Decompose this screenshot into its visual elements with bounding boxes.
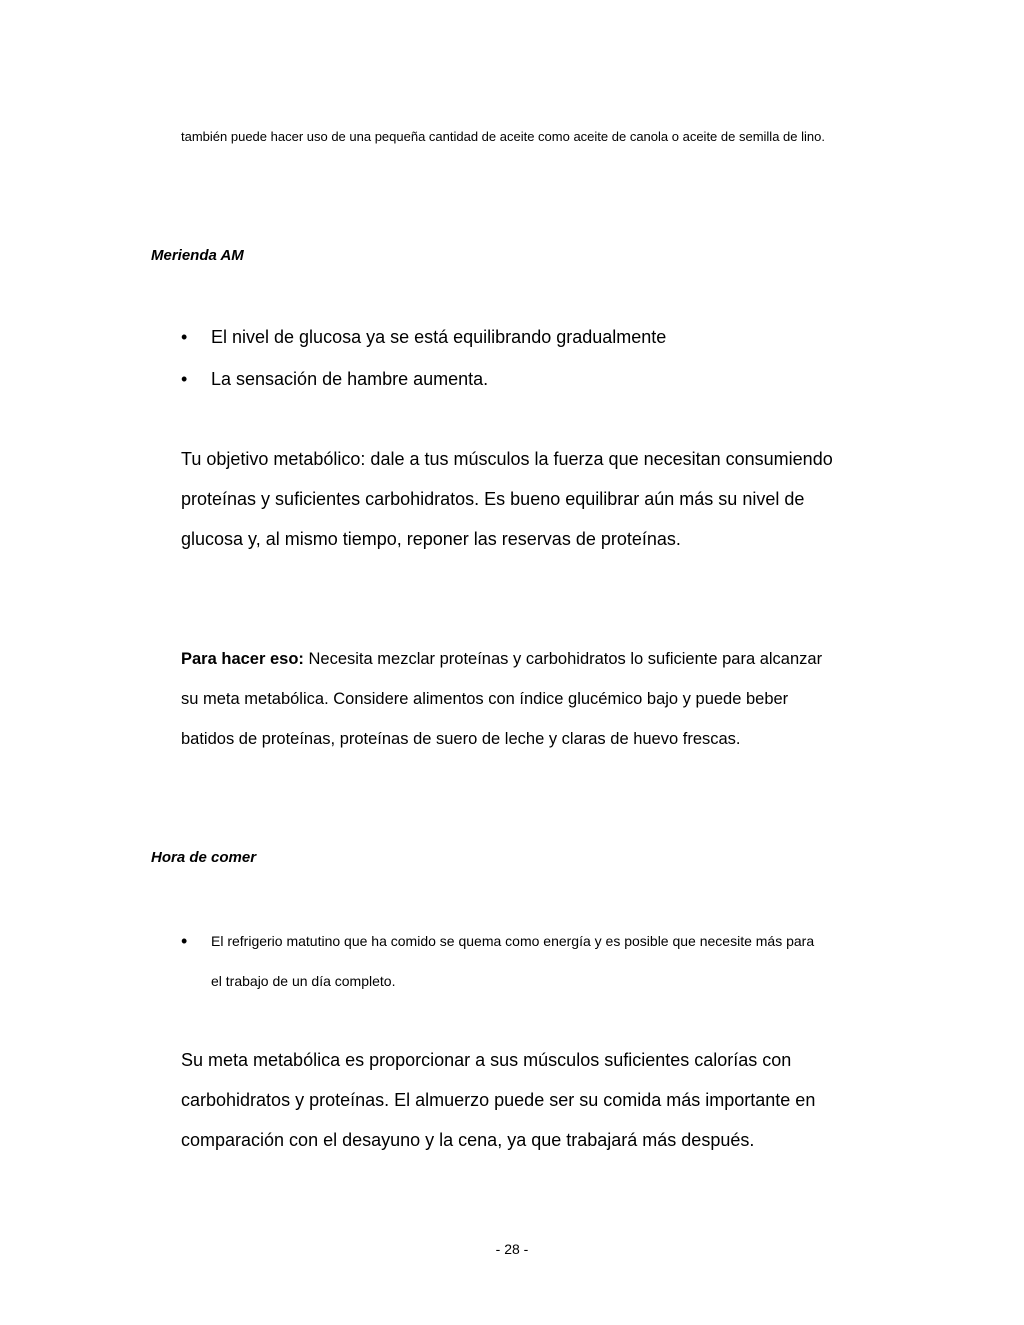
section-heading-hora-de-comer: Hora de comer: [151, 849, 257, 866]
paragraph-line: batidos de proteínas, proteínas de suero de leche y claras de huevo frescas.: [181, 730, 741, 748]
page-number: - 28 -: [495, 1241, 529, 1257]
howto-text: Necesita mezclar proteínas y carbohidratos lo suficiente para alcanzar: [303, 650, 823, 668]
bullet-icon: •: [181, 327, 188, 347]
bullet-icon: •: [181, 369, 188, 389]
goal-paragraph: [181, 1040, 815, 1160]
howto-paragraph: [181, 639, 822, 759]
bullet-text: La sensación de hambre aumenta.: [211, 369, 489, 389]
bullet-text: el trabajo de un día completo.: [211, 973, 396, 989]
paragraph-line: proteínas y suficientes carbohidratos. Es bueno equilibrar aún más su nivel de: [181, 489, 805, 509]
list-item: [181, 316, 666, 358]
bullet-text: El refrigerio matutino que ha comido se quema como energía y es posible que necesite más para: [211, 933, 815, 949]
objective-paragraph: [181, 439, 833, 559]
list-item: [181, 358, 666, 400]
bullet-text: El nivel de glucosa ya se está equilibrando gradualmente: [211, 327, 667, 347]
paragraph-line: carbohidratos y proteínas. El almuerzo puede ser su comida más importante en: [181, 1090, 816, 1110]
paragraph-line: glucosa y, al mismo tiempo, reponer las reservas de proteínas.: [181, 529, 681, 549]
paragraph-line: comparación con el desayuno y la cena, ya que trabajará más después.: [181, 1130, 755, 1150]
list-item: [181, 921, 814, 1001]
section-heading-merienda: Merienda AM: [151, 247, 244, 264]
paragraph-line: Tu objetivo metabólico: dale a tus músculos la fuerza que necesitan consumiendo: [181, 449, 833, 469]
paragraph-line: [181, 639, 822, 679]
howto-label: Para hacer eso:: [181, 650, 304, 668]
merienda-bullet-list: [181, 316, 666, 400]
paragraph-line: Su meta metabólica es proporcionar a sus músculos suficientes calorías con: [181, 1050, 792, 1070]
paragraph-line: su meta metabólica. Considere alimentos con índice glucémico bajo y puede beber: [181, 690, 789, 708]
comer-bullet-list: [181, 921, 814, 1001]
bullet-icon: •: [181, 931, 188, 951]
intro-line: también puede hacer uso de una pequeña cantidad de aceite como aceite de canola o aceite de semilla de lino.: [181, 129, 825, 144]
